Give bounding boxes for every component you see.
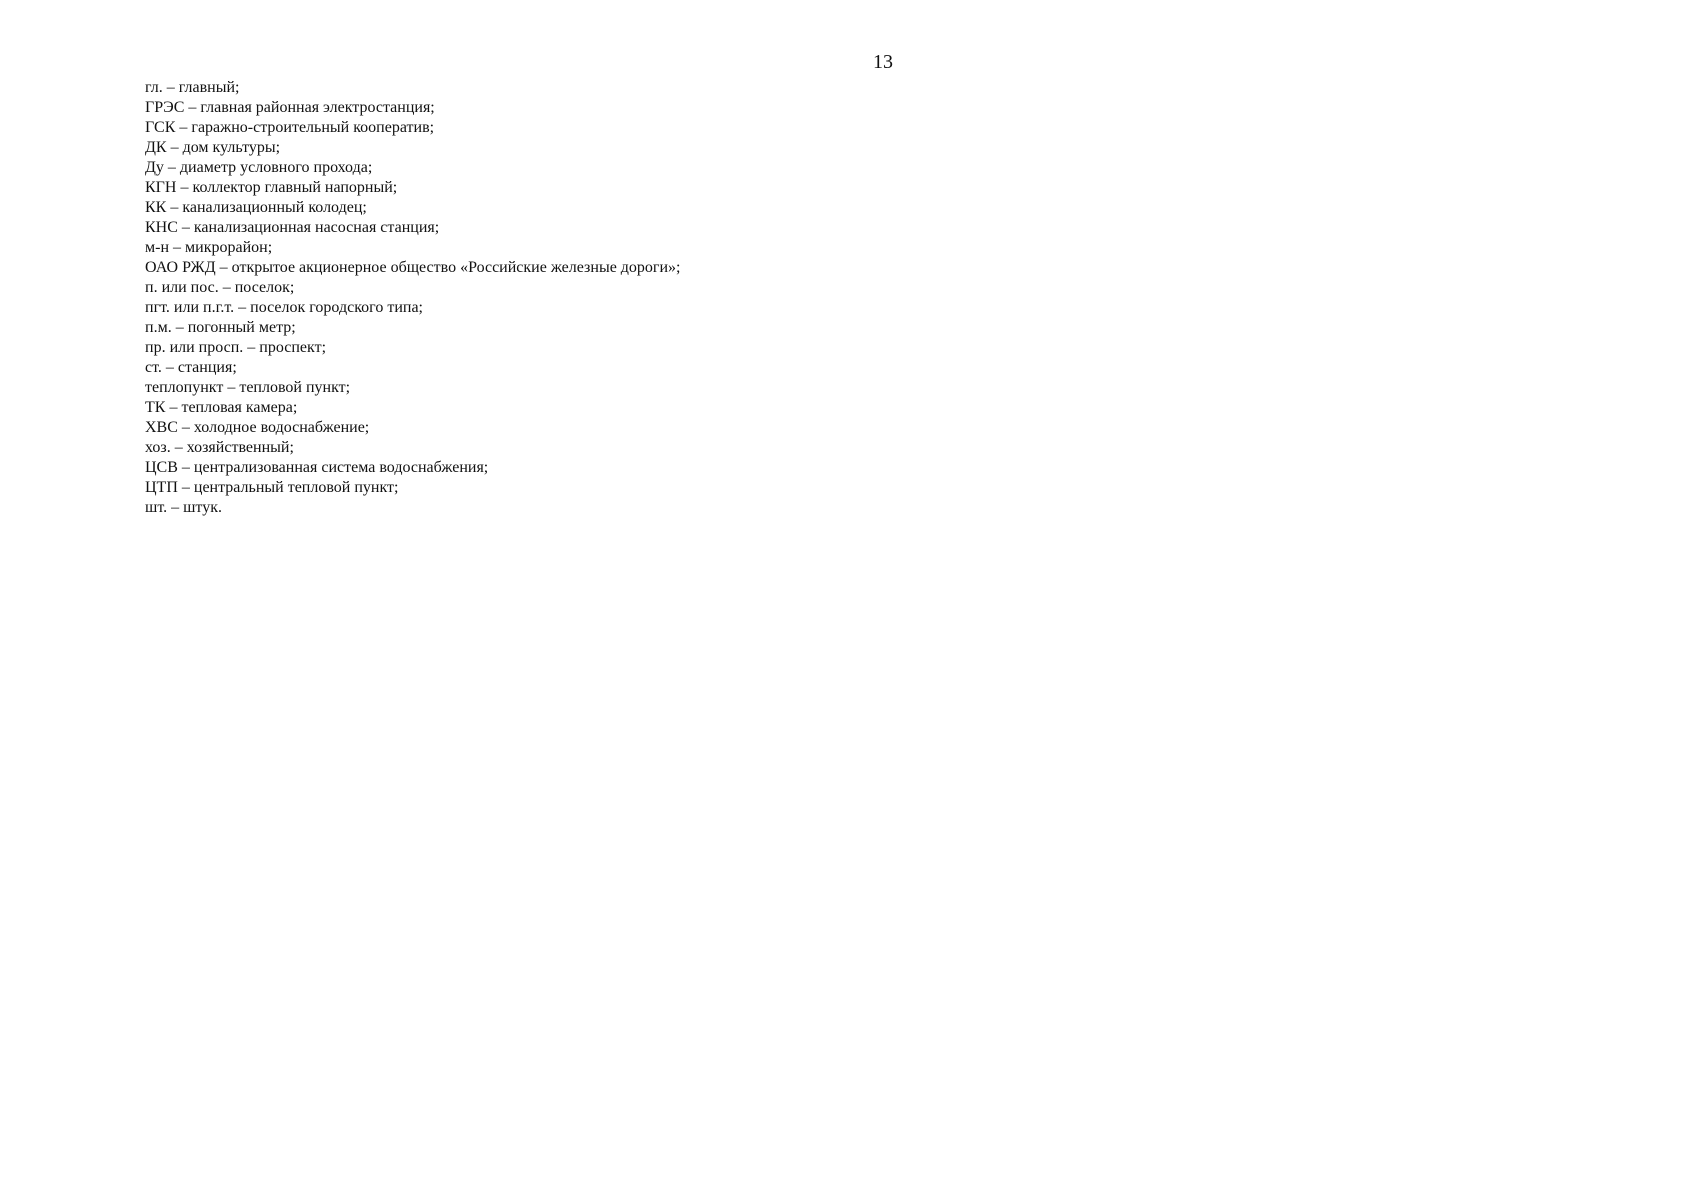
list-item: ГРЭС – главная районная электростанция; xyxy=(145,99,435,116)
list-item: КНС – канализационная насосная станция; xyxy=(145,219,440,236)
list-item: ДК – дом культуры; xyxy=(145,139,281,156)
list-item: шт. – штук. xyxy=(145,499,222,516)
list-item: Ду – диаметр условного прохода; xyxy=(145,159,373,176)
list-item: КК – канализационный колодец; xyxy=(145,199,367,216)
list-item: ГСК – гаражно-строительный кооператив; xyxy=(145,119,435,136)
list-item: п.м. – погонный метр; xyxy=(145,319,296,336)
list-item: КГН – коллектор главный напорный; xyxy=(145,179,398,196)
abbreviation-list xyxy=(145,78,681,518)
list-item: ОАО РЖД – открытое акционерное общество «Российские железные дороги»; xyxy=(145,259,681,276)
list-item: гл. – главный; xyxy=(145,79,240,96)
list-item: теплопункт – тепловой пункт; xyxy=(145,379,351,396)
list-item: пгт. или п.г.т. – поселок городского типа; xyxy=(145,299,423,316)
list-item: ст. – станция; xyxy=(145,359,237,376)
list-item: ЦСВ – централизованная система водоснабжения; xyxy=(145,459,489,476)
list-item: хоз. – хозяйственный; xyxy=(145,439,294,456)
list-item: ТК – тепловая камера; xyxy=(145,399,298,416)
list-item: п. или пос. – поселок; xyxy=(145,279,295,296)
list-item: пр. или просп. – проспект; xyxy=(145,339,327,356)
list-item: ХВС – холодное водоснабжение; xyxy=(145,419,370,436)
list-item: м-н – микрорайон; xyxy=(145,239,273,256)
list-item: ЦТП – центральный тепловой пункт; xyxy=(145,479,399,496)
page-number: 13 xyxy=(873,51,893,73)
